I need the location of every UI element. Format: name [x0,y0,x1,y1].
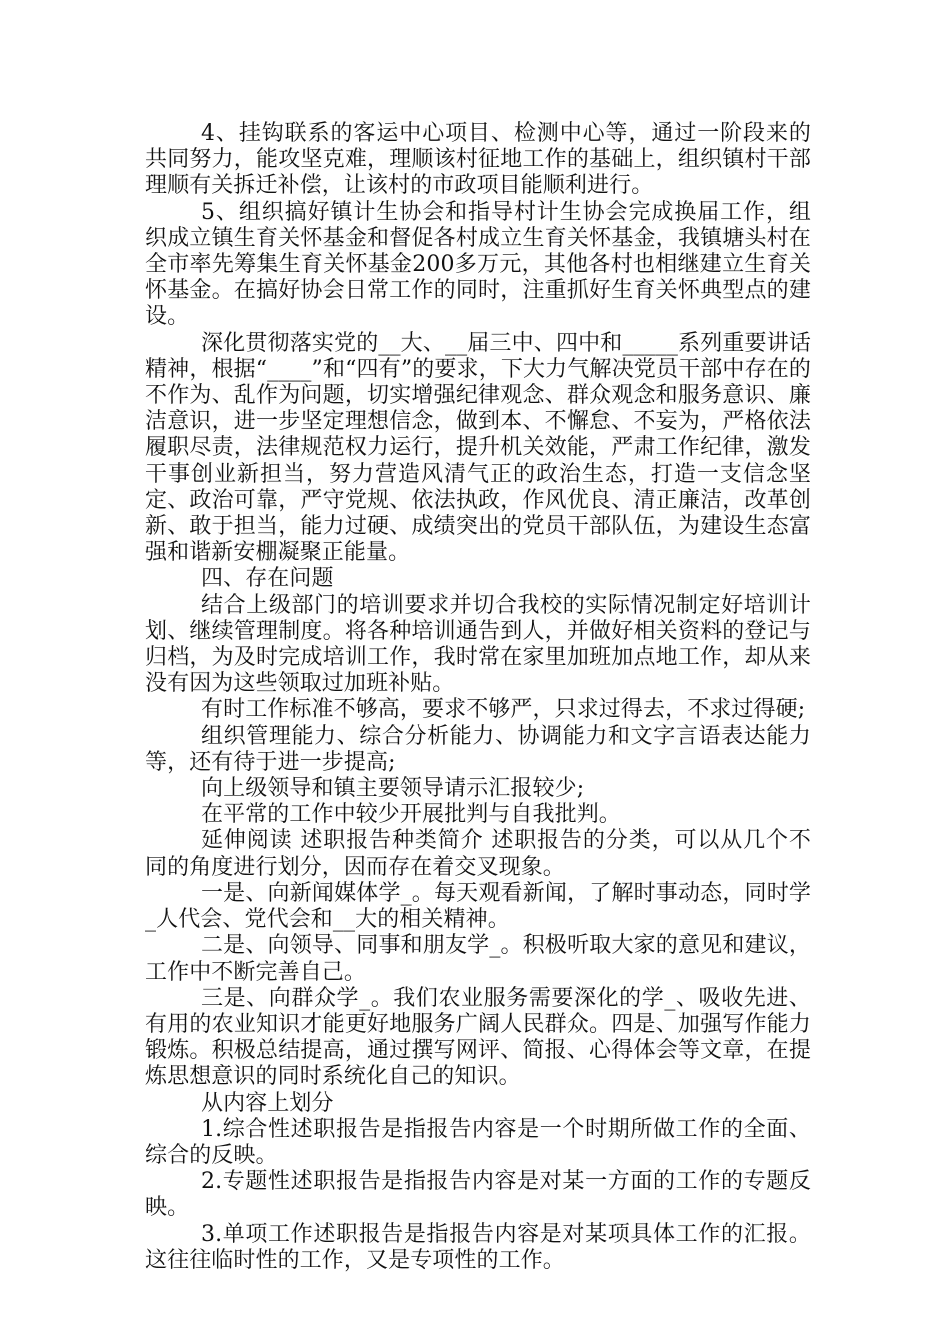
paragraph-problem-criticism: 在平常的工作中较少开展批判与自我批判。 [201,802,621,828]
paragraph-training: 结合上级部门的培训要求并切合我校的实际情况制定好培训计划、继续管理制度。将各种培训通告到人，并做好相关资料的登记与归档，为及时完成培训工作，我时常在家里加班加点地工作，却从来没有因为这些领取过加班补贴。 [145,592,811,697]
paragraph-item-4: 4、挂钩联系的客运中心项目、检测中心等，通过一阶段来的共同努力，能攻坚克难，理顺该村征地工作的基础上，组织镇村干部理顺有关拆迁补偿，让该村的市政项目能顺利进行。 [145,121,811,199]
paragraph-comprehensive-report: 1.综合性述职报告是指报告内容是一个时期所做工作的全面、综合的反映。 [145,1116,811,1168]
paragraph-learn-from-leaders: 二是、向领导、同事和朋友学_。积极听取大家的意见和建议，工作中不断完善自己。 [145,933,811,985]
section-heading-existing-problems: 四、存在问题 [201,566,334,592]
paragraph-learn-from-media: 一是、向新闻媒体学_。每天观看新闻，了解时事动态，同时学_人代会、党代会和__大的相关精神。 [145,880,811,933]
paragraph-problem-standards: 有时工作标准不够高，要求不够严，只求过得去，不求过得硬; [201,697,806,723]
section-heading-by-content: 从内容上划分 [201,1090,334,1116]
paragraph-deepen-implementation: 深化贯彻落实党的__大、__届三中、四中和_____系列重要讲话精神，根据“____”和“四有”的要求，下大力气解决党员干部中存在的不作为、乱作为问题，切实增强纪律观念、群众观念和服务意识、廉洁意识，进一步坚定理想信念，做到本、不懈怠、不妄为，严格依法履职尽责，法律规范权力运行，提升机关效能，严肃工作纪律，激发干事创业新担当，努力营造风清气正的政治生态，打造一支信念坚定、政治可靠，严守党规、依法执政，作风优良、清正廉洁，改革创新、敢于担当，能力过硬、成绩突出的党员干部队伍，为建设生态富强和谐新安棚凝聚正能量。 [145,330,811,566]
document-body [145,121,811,1274]
paragraph-item-5: 5、组织搞好镇计生协会和指导村计生协会完成换届工作，组织成立镇生育关怀基金和督促各村成立生育关怀基金，我镇塘头村在全市率先筹集生育关怀基金200多万元，其他各村也相继建立生育关怀基金。在搞好协会日常工作的同时，注重抓好生育关怀典型点的建设。 [145,199,811,330]
paragraph-learn-from-masses: 三是、向群众学_。我们农业服务需要深化的学_、吸收先进、有用的农业知识才能更好地服务广阔人民群众。四是、加强写作能力锻炼。积极总结提高，通过撰写网评、简报、心得体会等文章，在提炼思想意识的同时系统化自己的知识。 [145,985,811,1090]
paragraph-problem-abilities: 组织管理能力、综合分析能力、协调能力和文字言语表达能力等，还有待于进一步提高; [145,723,811,775]
paragraph-single-item-report: 3.单项工作述职报告是指报告内容是对某项具体工作的汇报。这往往临时性的工作，又是专项性的工作。 [145,1221,811,1273]
paragraph-thematic-report: 2.专题性述职报告是指报告内容是对某一方面的工作的专题反映。 [145,1169,811,1221]
paragraph-problem-reporting: 向上级领导和镇主要领导请示汇报较少; [201,776,585,802]
paragraph-extended-reading: 延伸阅读 述职报告种类简介 述职报告的分类，可以从几个不同的角度进行划分，因而存在着交叉现象。 [145,828,811,880]
